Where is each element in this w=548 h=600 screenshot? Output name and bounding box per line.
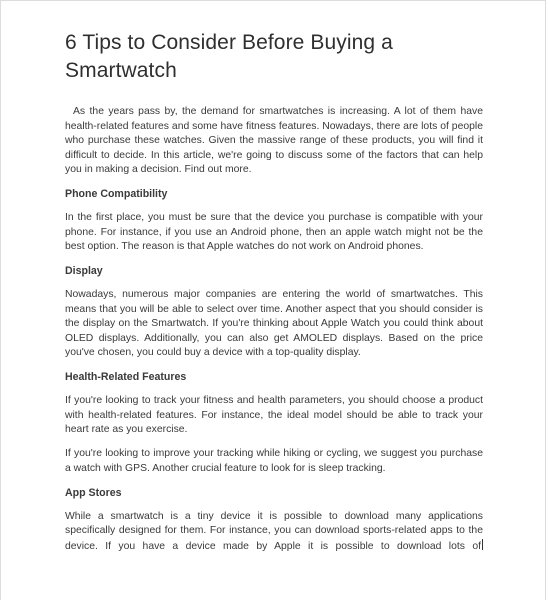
text-cursor [482,539,483,550]
section-heading-app-stores: App Stores [65,486,122,499]
health-features-paragraph-1: If you're looking to track your fitness and health parameters, you should choose a product with health-related features. For instance, the ideal model should be able to track your heart rate as you exercise. [65,395,483,435]
app-stores-paragraph [65,510,483,555]
section-heading-phone-compatibility: Phone Compatibility [65,188,168,200]
section-heading-health-features: Health-Related Features [65,371,187,383]
section-heading-display: Display [65,265,103,277]
health-features-paragraph-2: If you're looking to improve your tracking while hiking or cycling, we suggest you purchase a watch with GPS. Another crucial feature to look for is sleep tracking. [65,448,483,474]
display-paragraph: Nowadays, numerous major companies are entering the world of smartwatches. This means that you will be able to select over time. Another aspect that you should consider is the display on the Smartwatch. If you're thinking about Apple Watch you could think about OLED displays. Additionally, you can also get AMOLED displays. Based on the price you've chosen, you could buy a device with a top-quality display. [65,289,483,358]
document-body[interactable] [65,29,483,554]
intro-paragraph: As the years pass by, the demand for smartwatches is increasing. A lot of them have health-related features and some have fitness features. Nowadays, there are lots of people who purchase these watches. Given the massive range of these products, you will find it difficult to decide. In this article, we're going to discuss some of the factors that can help you in making a decision. Find out more. [65,106,483,175]
article-title: 6 Tips to Consider Before Buying a Smartwatch [65,31,393,82]
app-stores-text: While a smartwatch is a tiny device it is possible to download many applications specifically designed for them. For instance, you can download sports-related apps to the device. If you have a device made by Apple it is possible to download lots of [65,510,483,552]
phone-compatibility-paragraph: In the first place, you must be sure that the device you purchase is compatible with your phone. For instance, if you use an Android phone, then an apple watch might not be the best option. The reason is that Apple watches do not work on Android phones. [65,212,483,252]
